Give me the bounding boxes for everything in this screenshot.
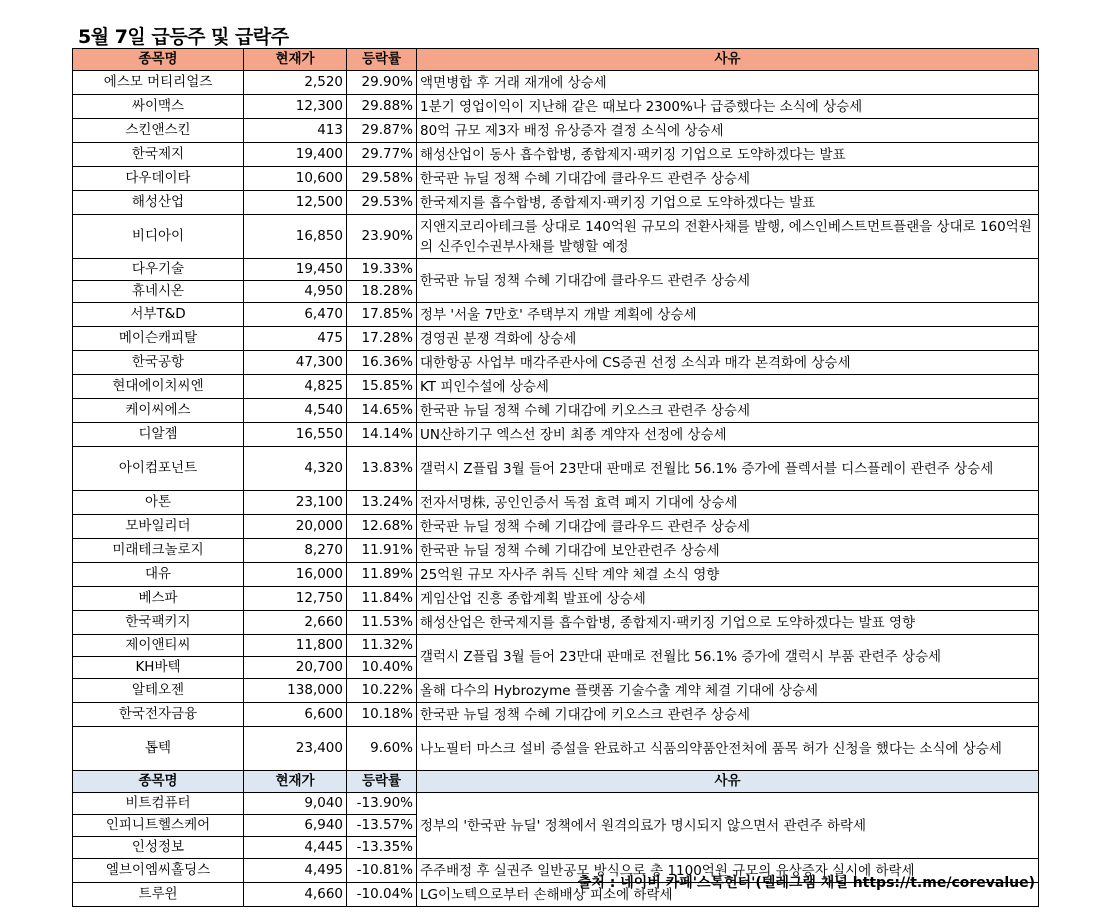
stock-reason: 해성산업은 한국제지를 흡수합병, 종합제지·팩키징 기업으로 도약하겠다는 발표 영향 — [417, 611, 1039, 635]
table-row — [73, 793, 1039, 815]
table-row — [73, 119, 1039, 143]
stock-name: 한국공항 — [73, 351, 244, 375]
stock-reason: 정부 '서울 7만호' 주택부지 개발 계획에 상승세 — [417, 303, 1039, 327]
stock-reason: 게임산업 진흥 종합계획 발표에 상승세 — [417, 587, 1039, 611]
stock-name: 싸이맥스 — [73, 95, 244, 119]
stock-change: 29.53% — [347, 191, 417, 215]
stock-name: 다우데이타 — [73, 167, 244, 191]
stock-change: 29.87% — [347, 119, 417, 143]
stock-reason: 정부의 '한국판 뉴딜' 정책에서 원격의료가 명시되지 않으면서 관련주 하락세 — [417, 793, 1039, 859]
stock-price: 12,750 — [244, 587, 347, 611]
stock-change: 11.89% — [347, 563, 417, 587]
stock-price: 138,000 — [244, 679, 347, 703]
stock-name: 현대에이치씨엔 — [73, 375, 244, 399]
header-row-gainers — [73, 49, 1039, 71]
stock-change: 13.24% — [347, 491, 417, 515]
stock-name: 해성산업 — [73, 191, 244, 215]
stock-price: 11,800 — [244, 635, 347, 657]
stock-name: 케이씨에스 — [73, 399, 244, 423]
stock-change: 16.36% — [347, 351, 417, 375]
stock-name: 한국전자금융 — [73, 703, 244, 727]
stock-price: 23,400 — [244, 727, 347, 771]
stock-price: 2,520 — [244, 71, 347, 95]
stock-table — [72, 48, 1039, 907]
stock-reason: 한국판 뉴딜 정책 수혜 기대감에 보안관련주 상승세 — [417, 539, 1039, 563]
table-row — [73, 191, 1039, 215]
stock-name: 비트컴퓨터 — [73, 793, 244, 815]
header-change: 등락률 — [347, 49, 417, 71]
stock-price: 16,550 — [244, 423, 347, 447]
stock-reason: 한국판 뉴딜 정책 수혜 기대감에 클라우드 관련주 상승세 — [417, 515, 1039, 539]
table-row — [73, 143, 1039, 167]
stock-price: 16,850 — [244, 215, 347, 259]
stock-name: 모바일리더 — [73, 515, 244, 539]
table-row — [73, 491, 1039, 515]
stock-reason: 80억 규모 제3자 배정 유상증자 결정 소식에 상승세 — [417, 119, 1039, 143]
stock-name: 엘브이엠씨홀딩스 — [73, 859, 244, 883]
stock-name: 인성정보 — [73, 837, 244, 859]
stock-reason: 한국판 뉴딜 정책 수혜 기대감에 키오스크 관련주 상승세 — [417, 703, 1039, 727]
page-title: 5월 7일 급등주 및 급락주 — [78, 26, 289, 48]
table-row — [73, 259, 1039, 281]
header-price: 현재가 — [244, 49, 347, 71]
stock-name: 디알젬 — [73, 423, 244, 447]
stock-name: 인피니트헬스케어 — [73, 815, 244, 837]
stock-change: 29.88% — [347, 95, 417, 119]
stock-name: 대유 — [73, 563, 244, 587]
stock-price: 4,825 — [244, 375, 347, 399]
table-row — [73, 399, 1039, 423]
stock-price: 4,660 — [244, 883, 347, 907]
stock-reason: 액면병합 후 거래 재개에 상승세 — [417, 71, 1039, 95]
stock-name: 에스모 머티리얼즈 — [73, 71, 244, 95]
table-row — [73, 423, 1039, 447]
stock-reason: 전자서명株, 공인인증서 독점 효력 폐지 기대에 상승세 — [417, 491, 1039, 515]
stock-name: 한국팩키지 — [73, 611, 244, 635]
stock-change: 23.90% — [347, 215, 417, 259]
stock-name: 알테오젠 — [73, 679, 244, 703]
stock-price: 12,500 — [244, 191, 347, 215]
header-row-losers — [73, 771, 1039, 793]
table-row — [73, 375, 1039, 399]
header-reason: 사유 — [417, 49, 1039, 71]
stock-change: -10.04% — [347, 883, 417, 907]
stock-reason: 올해 다수의 Hybrozyme 플랫폼 기술수출 계약 체결 기대에 상승세 — [417, 679, 1039, 703]
stock-name: 베스파 — [73, 587, 244, 611]
stock-change: 13.83% — [347, 447, 417, 491]
stock-change: 14.14% — [347, 423, 417, 447]
header-name: 종목명 — [73, 771, 244, 793]
stock-reason: LG이노텍으로부터 손해배상 피소에 하락세 — [417, 883, 1039, 907]
stock-name: 제이앤티씨 — [73, 635, 244, 657]
stock-reason: 한국판 뉴딜 정책 수혜 기대감에 클라우드 관련주 상승세 — [417, 259, 1039, 303]
stock-reason: 경영권 분쟁 격화에 상승세 — [417, 327, 1039, 351]
table-row — [73, 303, 1039, 327]
stock-reason: 한국제지를 흡수합병, 종합제지·팩키징 기업으로 도약하겠다는 발표 — [417, 191, 1039, 215]
stock-reason: KT 피인수설에 상승세 — [417, 375, 1039, 399]
stock-price: 4,495 — [244, 859, 347, 883]
table-row — [73, 727, 1039, 771]
stock-price: 8,270 — [244, 539, 347, 563]
table-row — [73, 587, 1039, 611]
stock-change: 10.40% — [347, 657, 417, 679]
source-note: 출처 : 네이버 카페'스톡헌터'(텔레그램 채널 https://t.me/corevalue) — [577, 875, 1035, 891]
stock-reason: UN산하기구 엑스선 장비 최종 계약자 선정에 상승세 — [417, 423, 1039, 447]
stock-price: 47,300 — [244, 351, 347, 375]
stock-change: 10.22% — [347, 679, 417, 703]
stock-change: 10.18% — [347, 703, 417, 727]
stock-price: 19,400 — [244, 143, 347, 167]
stock-name: 아톤 — [73, 491, 244, 515]
stock-price: 6,600 — [244, 703, 347, 727]
stock-change: 12.68% — [347, 515, 417, 539]
stock-name: KH바텍 — [73, 657, 244, 679]
stock-name: 톱텍 — [73, 727, 244, 771]
stock-change: 17.28% — [347, 327, 417, 351]
stock-price: 19,450 — [244, 259, 347, 281]
table-row — [73, 327, 1039, 351]
table-row — [73, 679, 1039, 703]
stock-reason: 해성산업이 동사 흡수합병, 종합제지·팩키징 기업으로 도약하겠다는 발표 — [417, 143, 1039, 167]
stock-price: 2,660 — [244, 611, 347, 635]
stock-change: 29.90% — [347, 71, 417, 95]
stock-name: 한국제지 — [73, 143, 244, 167]
stock-change: 29.58% — [347, 167, 417, 191]
stock-change: 9.60% — [347, 727, 417, 771]
stock-price: 6,470 — [244, 303, 347, 327]
stock-name: 비디아이 — [73, 215, 244, 259]
stock-price: 12,300 — [244, 95, 347, 119]
stock-name: 미래테크놀로지 — [73, 539, 244, 563]
table-row — [73, 515, 1039, 539]
stock-change: -13.57% — [347, 815, 417, 837]
header-price: 현재가 — [244, 771, 347, 793]
stock-reason: 주주배정 후 실권주 일반공모 방식으로 총 1100억원 규모의 유상증자 실시에 하락세 — [417, 859, 1039, 883]
stock-reason: 한국판 뉴딜 정책 수혜 기대감에 키오스크 관련주 상승세 — [417, 399, 1039, 423]
stock-name: 휴네시온 — [73, 281, 244, 303]
stock-change: -10.81% — [347, 859, 417, 883]
stock-price: 4,320 — [244, 447, 347, 491]
stock-price: 413 — [244, 119, 347, 143]
stock-change: 11.53% — [347, 611, 417, 635]
stock-reason: 대한항공 사업부 매각주관사에 CS증권 선정 소식과 매각 본격화에 상승세 — [417, 351, 1039, 375]
table-row — [73, 539, 1039, 563]
stock-name: 아이컴포넌트 — [73, 447, 244, 491]
stock-reason: 25억원 규모 자사주 취득 신탁 계약 체결 소식 영향 — [417, 563, 1039, 587]
header-name: 종목명 — [73, 49, 244, 71]
stock-price: 4,950 — [244, 281, 347, 303]
stock-price: 20,700 — [244, 657, 347, 679]
stock-name: 메이슨캐피탈 — [73, 327, 244, 351]
stock-price: 16,000 — [244, 563, 347, 587]
stock-change: 11.91% — [347, 539, 417, 563]
stock-change: 15.85% — [347, 375, 417, 399]
stock-price: 475 — [244, 327, 347, 351]
stock-price: 23,100 — [244, 491, 347, 515]
table-row — [73, 563, 1039, 587]
stock-change: -13.90% — [347, 793, 417, 815]
stock-change: 11.32% — [347, 635, 417, 657]
stock-change: 18.28% — [347, 281, 417, 303]
stock-price: 10,600 — [244, 167, 347, 191]
stock-name: 스킨앤스킨 — [73, 119, 244, 143]
header-reason: 사유 — [417, 771, 1039, 793]
stock-change: 17.85% — [347, 303, 417, 327]
header-change: 등락률 — [347, 771, 417, 793]
stock-change: 14.65% — [347, 399, 417, 423]
table-row — [73, 71, 1039, 95]
stock-price: 6,940 — [244, 815, 347, 837]
table-row — [73, 611, 1039, 635]
stock-reason: 지앤지코리아테크를 상대로 140억원 규모의 전환사채를 발행, 에스인베스트먼트플랜을 상대로 160억원의 신주인수권부사채를 발행할 예정 — [417, 215, 1039, 259]
stock-name: 트루윈 — [73, 883, 244, 907]
stock-reason: 1분기 영업이익이 지난해 같은 때보다 2300%나 급증했다는 소식에 상승세 — [417, 95, 1039, 119]
table-row — [73, 635, 1039, 657]
stock-reason: 갤럭시 Z플립 3월 들어 23만대 판매로 전월比 56.1% 증가에 플렉서블 디스플레이 관련주 상승세 — [417, 447, 1039, 491]
stock-price: 4,445 — [244, 837, 347, 859]
table-row — [73, 703, 1039, 727]
stock-change: 11.84% — [347, 587, 417, 611]
stock-name: 다우기술 — [73, 259, 244, 281]
table-row — [73, 95, 1039, 119]
stock-price: 20,000 — [244, 515, 347, 539]
stock-reason: 한국판 뉴딜 정책 수혜 기대감에 클라우드 관련주 상승세 — [417, 167, 1039, 191]
stock-reason: 갤럭시 Z플립 3월 들어 23만대 판매로 전월比 56.1% 증가에 갤럭시 부품 관련주 상승세 — [417, 635, 1039, 679]
stock-change: 19.33% — [347, 259, 417, 281]
table-row — [73, 167, 1039, 191]
table-row — [73, 215, 1039, 259]
stock-change: -13.35% — [347, 837, 417, 859]
stock-change: 29.77% — [347, 143, 417, 167]
stock-price: 4,540 — [244, 399, 347, 423]
table-row — [73, 447, 1039, 491]
stock-name: 서부T&D — [73, 303, 244, 327]
table-row — [73, 351, 1039, 375]
stock-price: 9,040 — [244, 793, 347, 815]
stock-reason: 나노필터 마스크 설비 증설을 완료하고 식품의약품안전처에 품목 허가 신청을 했다는 소식에 상승세 — [417, 727, 1039, 771]
